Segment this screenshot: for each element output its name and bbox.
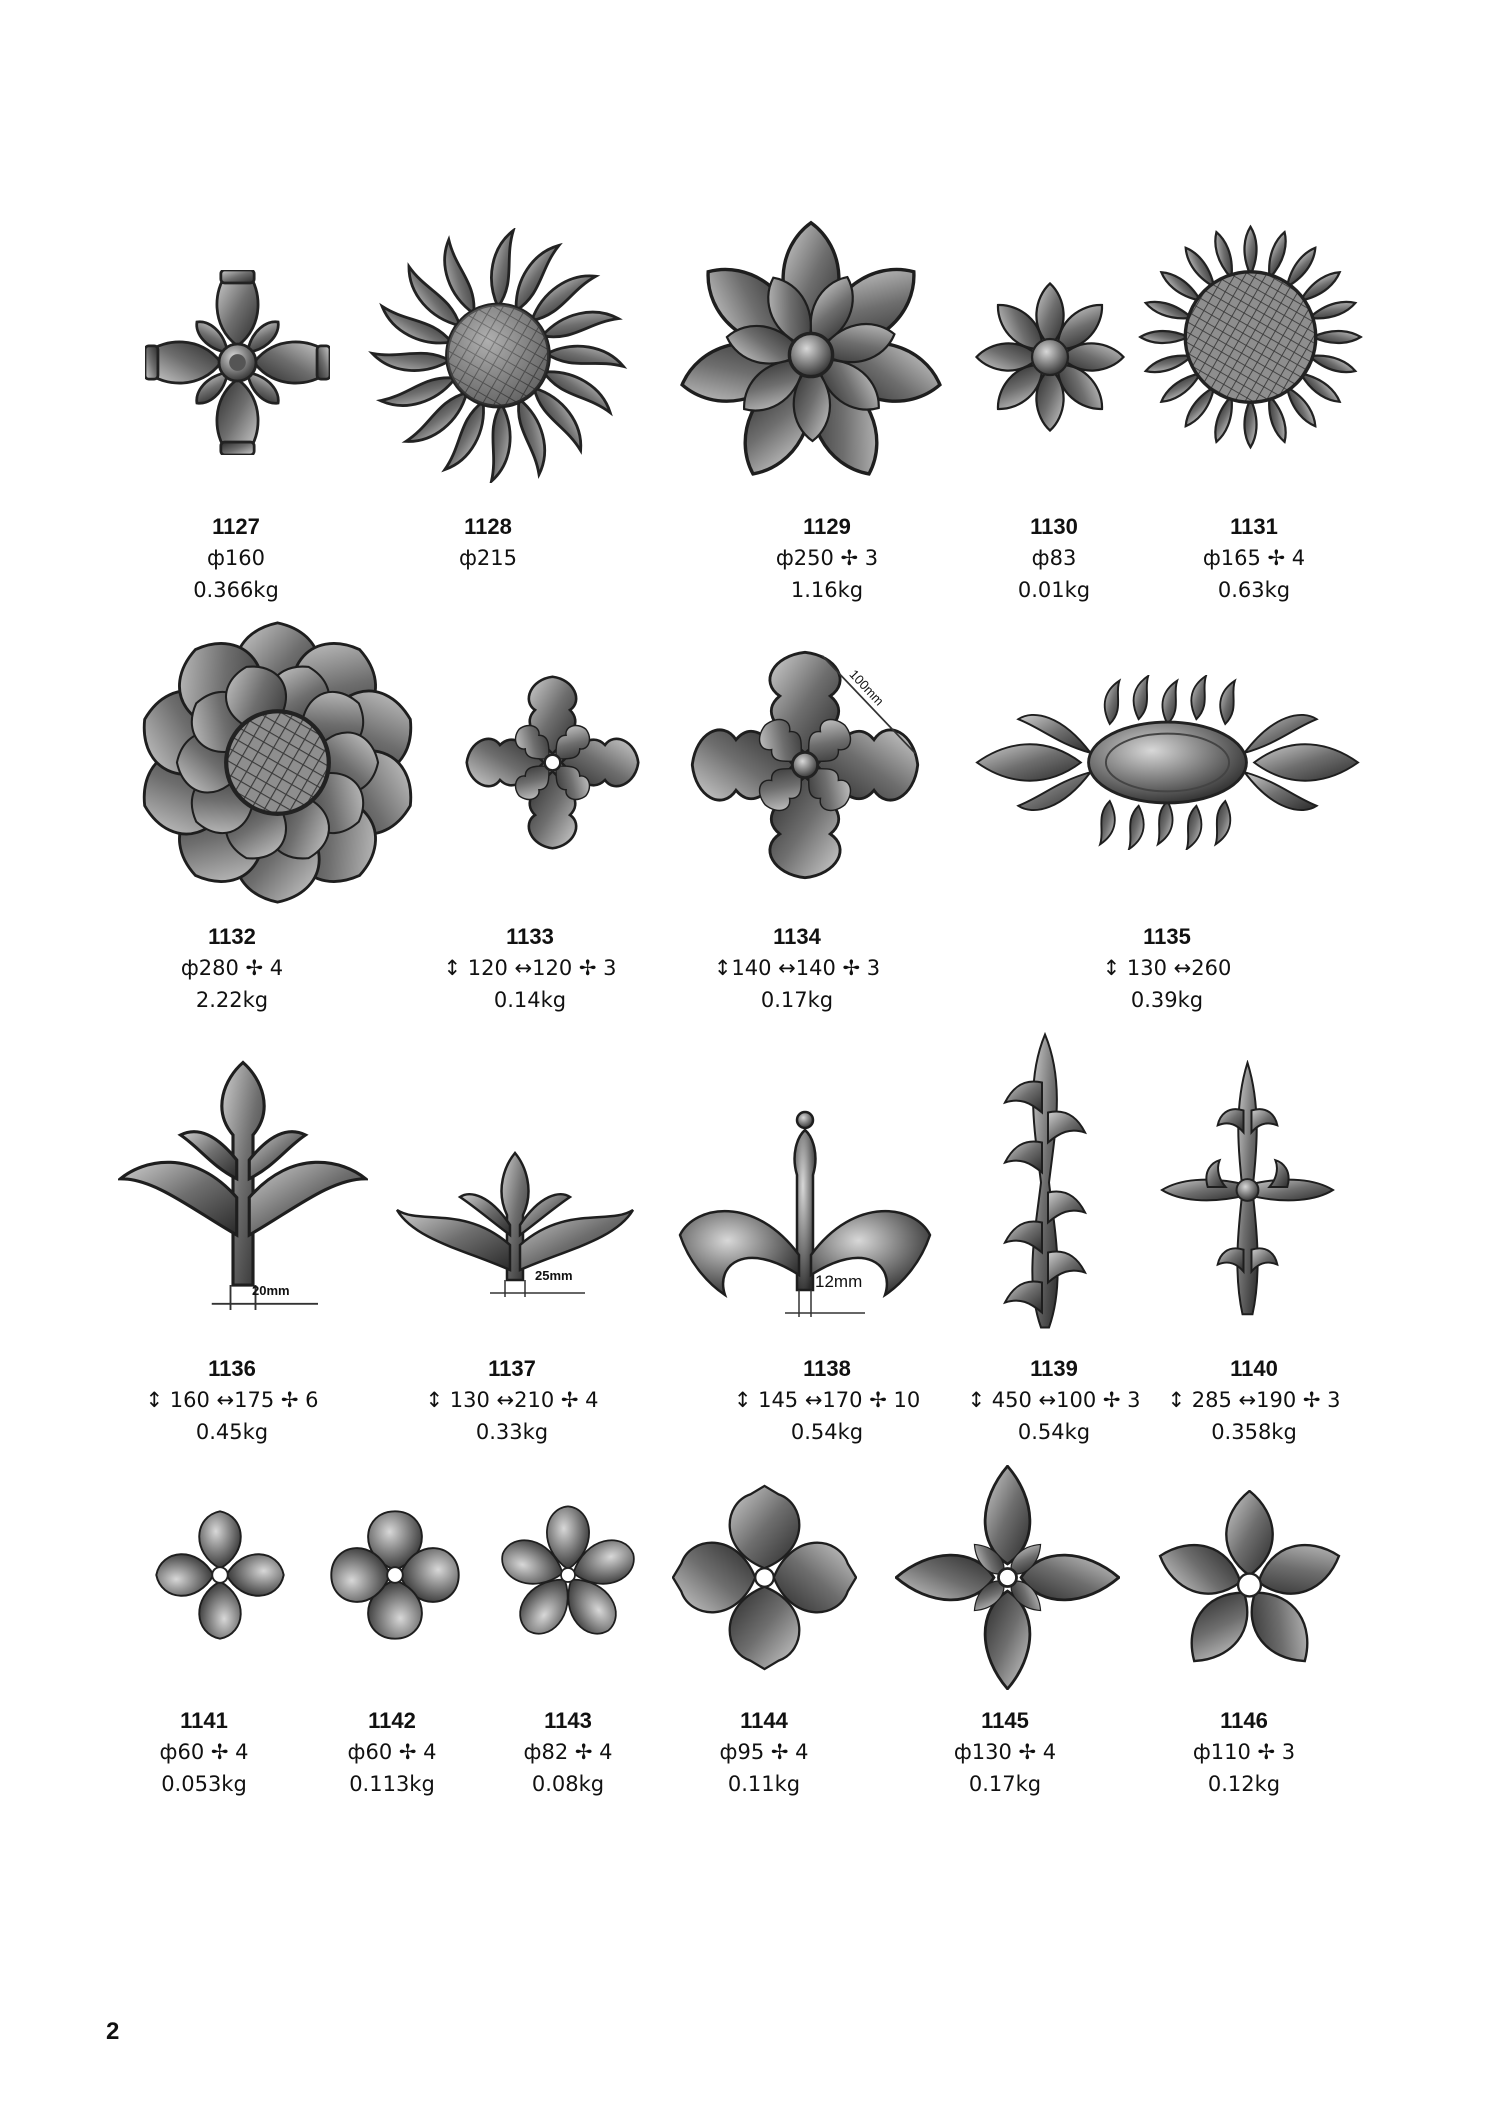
product-code: 1139	[1030, 1356, 1078, 1381]
product-weight: 0.33kg	[475, 1420, 549, 1444]
product-code: 1134	[773, 924, 821, 949]
product-weight: 0.45kg	[195, 1420, 269, 1444]
product-code: 1144	[740, 1708, 788, 1733]
product-dimensions: ф110 ✢ 3	[1192, 1740, 1296, 1764]
product-dimensions: ф215	[458, 546, 518, 570]
product-dimensions: ф60 ✢ 4	[347, 1740, 437, 1764]
product-code: 1129	[803, 514, 851, 539]
product-dimensions: ф82 ✢ 4	[523, 1740, 613, 1764]
small-flower-rosette-icon	[975, 282, 1125, 432]
four-petal-flower-pointed-icon	[672, 1475, 857, 1680]
fleur-de-lis-ornament-icon	[675, 1110, 935, 1320]
product-dimensions: ф165 ✢ 4	[1202, 546, 1306, 570]
four-petal-flower-icon	[155, 1510, 285, 1640]
sunflower-textured-rosette-icon	[1138, 222, 1363, 452]
product-dimensions: ↕ 130 ↔210 ✢ 4	[425, 1388, 599, 1412]
product-dimensions: ф280 ✢ 4	[180, 956, 284, 980]
floral-cross-ornament-icon	[145, 270, 330, 455]
product-weight: 0.54kg	[1017, 1420, 1091, 1444]
annotation-25mm: 25mm	[535, 1268, 573, 1283]
five-petal-flower-icon	[498, 1505, 638, 1645]
product-weight: 0.39kg	[1130, 988, 1204, 1012]
page-number: 2	[106, 2018, 120, 2045]
product-weight: 0.358kg	[1211, 1420, 1297, 1444]
product-dimensions: ↕ 160 ↔175 ✢ 6	[145, 1388, 319, 1412]
product-weight: 0.01kg	[1017, 578, 1091, 602]
product-dimensions: ↕ 120 ↔120 ✢ 3	[443, 956, 617, 980]
product-code: 1143	[544, 1708, 592, 1733]
product-dimensions: ↕ 130 ↔260	[1102, 956, 1232, 980]
product-dimensions: ф60 ✢ 4	[159, 1740, 249, 1764]
product-code: 1133	[506, 924, 554, 949]
product-code: 1142	[368, 1708, 416, 1733]
product-dimensions: ↕ 285 ↔190 ✢ 3	[1167, 1388, 1341, 1412]
product-weight: 0.14kg	[493, 988, 567, 1012]
product-weight: 0.053kg	[161, 1772, 247, 1796]
product-code: 1131	[1230, 514, 1278, 539]
product-code: 1140	[1230, 1356, 1278, 1381]
fleur-leaf-ornament-icon	[118, 1060, 368, 1310]
large-peony-rosette-icon	[135, 620, 420, 905]
product-weight: 0.12kg	[1207, 1772, 1281, 1796]
star-flower-rosette-icon	[676, 220, 946, 490]
four-point-star-flower-icon	[895, 1465, 1120, 1690]
product-weight: 0.08kg	[531, 1772, 605, 1796]
annotation-20mm: 20mm	[252, 1283, 290, 1298]
product-weight: 0.11kg	[727, 1772, 801, 1796]
product-code: 1141	[180, 1708, 228, 1733]
product-code: 1137	[488, 1356, 536, 1381]
product-weight: 0.17kg	[968, 1772, 1042, 1796]
product-weight: 0.54kg	[790, 1420, 864, 1444]
product-code: 1136	[208, 1356, 256, 1381]
product-weight: 0.63kg	[1217, 578, 1291, 602]
product-code: 1130	[1030, 514, 1078, 539]
product-dimensions: ф95 ✢ 4	[719, 1740, 809, 1764]
four-petal-flower-round-icon	[330, 1505, 460, 1645]
product-code: 1146	[1220, 1708, 1268, 1733]
product-dimensions: ↕140 ↔140 ✢ 3	[713, 956, 881, 980]
product-code: 1138	[803, 1356, 851, 1381]
acanthus-cross-ornament-large-icon	[680, 650, 930, 880]
product-weight: 0.113kg	[349, 1772, 435, 1796]
oval-acanthus-ornament-icon	[975, 675, 1360, 850]
product-weight: 0.17kg	[760, 988, 834, 1012]
cross-acanthus-ornament-icon	[1160, 1060, 1335, 1320]
product-dimensions: ф83	[1031, 546, 1077, 570]
product-code: 1132	[208, 924, 256, 949]
product-dimensions: ↕ 145 ↔170 ✢ 10	[733, 1388, 921, 1412]
product-dimensions: ф130 ✢ 4	[953, 1740, 1057, 1764]
acanthus-cross-ornament-icon	[465, 675, 640, 850]
annotation-100mm: 100mm	[846, 666, 887, 709]
product-code: 1135	[1143, 924, 1191, 949]
annotation-12mm: 12mm	[815, 1272, 863, 1291]
product-dimensions: ↕ 450 ↔100 ✢ 3	[967, 1388, 1141, 1412]
wide-leaf-ornament-icon	[395, 1150, 635, 1300]
sunflower-rosette-icon	[362, 228, 634, 483]
product-code: 1145	[981, 1708, 1029, 1733]
product-weight: 0.366kg	[193, 578, 279, 602]
product-weight: 1.16kg	[790, 578, 864, 602]
product-code: 1127	[212, 514, 260, 539]
vertical-acanthus-ornament-icon	[1000, 1030, 1090, 1335]
product-code: 1128	[464, 514, 512, 539]
product-dimensions: ф160	[206, 546, 266, 570]
five-point-star-flower-icon	[1152, 1490, 1347, 1680]
product-weight: 2.22kg	[195, 988, 269, 1012]
product-dimensions: ф250 ✢ 3	[775, 546, 879, 570]
